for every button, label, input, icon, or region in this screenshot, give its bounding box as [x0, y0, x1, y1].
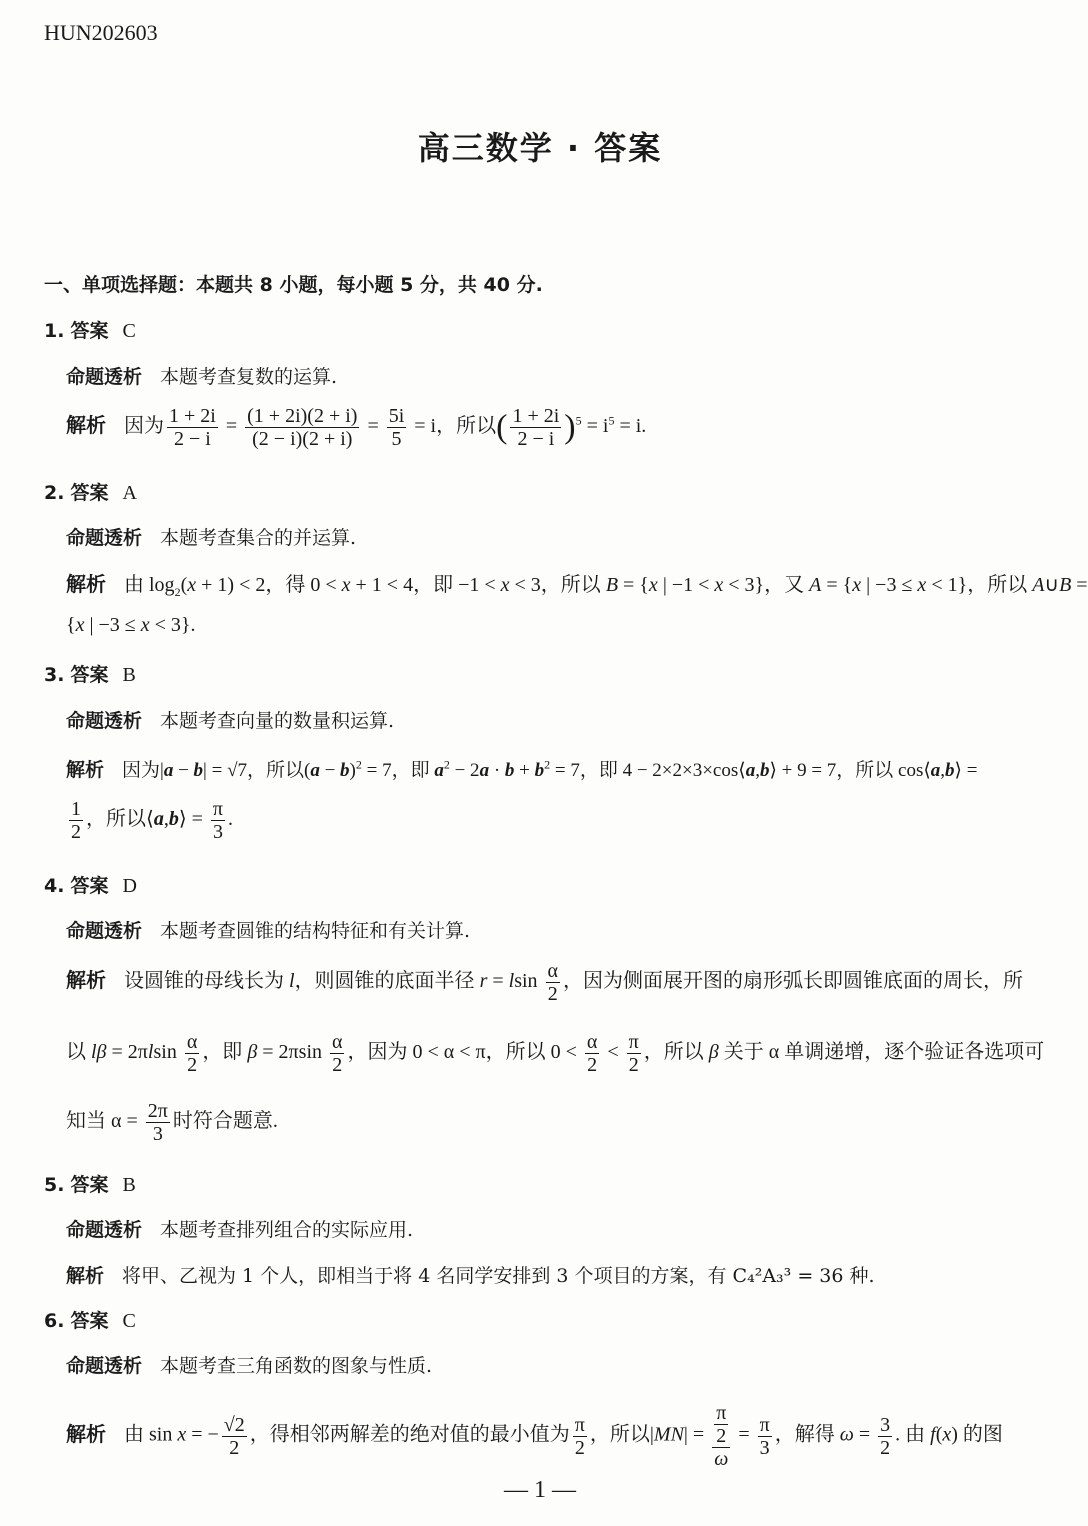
q1-answer-line: 1. 答案 C: [44, 320, 136, 342]
q3-solution-line1: 解析 因为|a − b| = √7，所以$(a - b)^2 = 7$，即 $a^2 - 2a \cdot b + b^2 = 7$，即 4 − 2×2×3×cos⟨a,b⟩ + 9 = 7，所以 cos⟨a,b⟩ =: [66, 757, 978, 781]
q5-answer-line: 5. 答案 B: [44, 1174, 136, 1196]
q4-solution-line1: 解析 设圆锥的母线长为 l，则圆锥的底面半径 r = lsin $\frac{\alpha}{2}$ ，因为侧面展开图的扇形弧长即圆锥底面的周长，所: [66, 960, 1024, 1005]
document-code: HUN202603: [44, 20, 158, 45]
q5-solution: 解析 将甲、乙视为 1 个人，即相当于将 4 名同学安排到 3 个项目的方案，有 C₄²A₃³ = 36 种.: [66, 1265, 875, 1287]
q5-analysis: 命题透析 本题考查排列组合的实际应用.: [66, 1219, 414, 1241]
q3-solution-line2: $\frac{1}{2}$ ，所以⟨a,b⟩ = $\frac{\pi}{3}$ .: [71, 798, 234, 843]
q3-answer-line: 3. 答案 B: [44, 664, 136, 686]
q3-analysis: 命题透析 本题考查向量的数量积运算.: [66, 710, 395, 732]
q1-solution: 解析 因为 $\frac{1 + 2i}{2 - i}$ = $\frac{(1 + 2i)(2 + i)}{(2 - i)(2 + i)}$ = $\frac{5i}{5}$ = i，所以( $\frac{1 + 2i}{2 - i}$ )$^5 = i^5 = i$.: [66, 405, 647, 450]
page-title: 高三数学 · 答案: [417, 129, 663, 167]
q4-solution-line3: 知当 α = $\frac{2\pi}{3}$ 时符合题意.: [66, 1100, 278, 1145]
q4-answer-line: 4. 答案 D: [44, 875, 137, 897]
section-heading: 一、单项选择题：本题共 8 小题，每小题 5 分，共 40 分.: [44, 274, 543, 296]
q1-analysis: 命题透析 本题考查复数的运算.: [66, 366, 338, 388]
q4-analysis: 命题透析 本题考查圆锥的结构特征和有关计算.: [66, 920, 471, 942]
q2-solution-line2: {x | −3 ≤ x < 3}.: [66, 614, 196, 636]
q2-answer-line: 2. 答案 A: [44, 482, 137, 504]
q4-solution-line2: 以 lβ = 2πlsin $\frac{\alpha}{2}$ ，即 β = 2πsin $\frac{\alpha}{2}$ ，因为 0 < α < π，所以 0 < $\frac{\alpha}{2}$ < $\frac{\pi}{2}$ ，所以 β 关于 α 单调递增，逐个验证各选项可: [66, 1031, 1045, 1076]
q2-solution-line1: 解析 由 $\log_2(x + 1) < 2$，得 0 < x + 1 < 4，即 −1 < x < 3，所以 B = {x | −1 < x < 3}，又 A = {x | −3 ≤ x < 1}，所以 A∪B =: [66, 572, 1088, 599]
q6-answer-line: 6. 答案 C: [44, 1310, 136, 1332]
q6-analysis: 命题透析 本题考查三角函数的图象与性质.: [66, 1355, 433, 1377]
page-number: — 1 —: [504, 1477, 576, 1503]
q2-analysis: 命题透析 本题考查集合的并运算.: [66, 527, 357, 549]
q6-solution: 解析 由 sin x = − $\frac{√2}{2}$ ，得相邻两解差的绝对值的最小值为 $\frac{\pi}{2}$ ，所以|MN| = $\frac{\frac{\pi}{2}}{\omega}$ = $\frac{\pi}{3}$ ，解得 ω = $\frac{3}{2}$ . 由 f(x) 的图: [66, 1402, 1003, 1470]
